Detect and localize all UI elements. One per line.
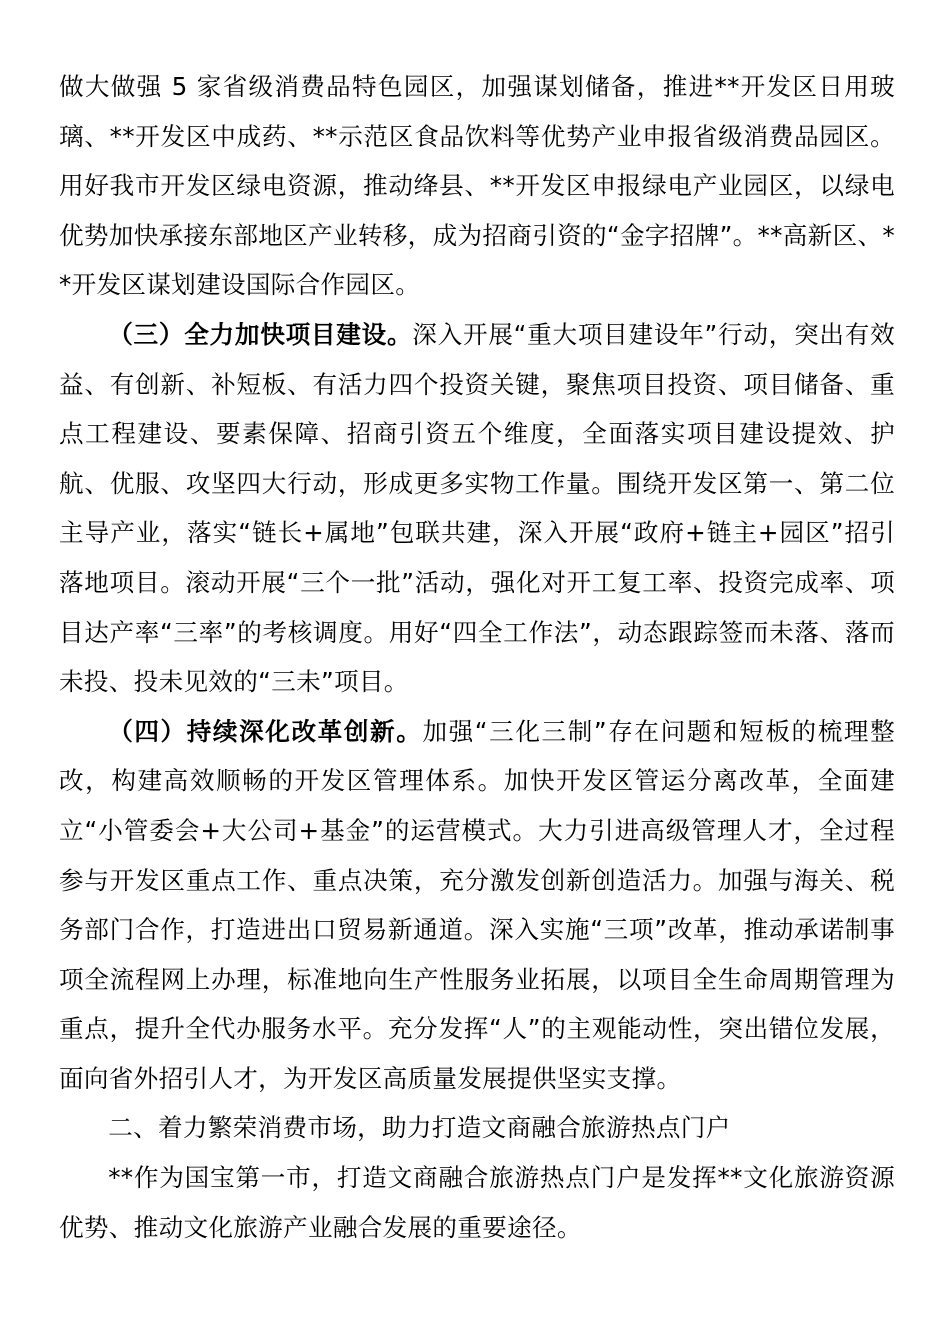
document-page: [59, 62, 895, 1252]
paragraph-text: 加强“三化三制”存在问题和短板的梳理整改，构建高效顺畅的开发区管理体系。加快开发区管运分离改革，全面建立“小管委会+大公司+基金”的运营模式。大力引进高级管理人才，全过程参与开发区重点工作、重点决策，充分激发创新创造活力。加强与海关、税务部门合作，打造进出口贸易新通道。深入实施“三项”改革，推动承诺制事项全流程网上办理，标准地向生产性服务业拓展，以项目全生命周期管理为重点，提升全代办服务水平。充分发挥“人”的主观能动性，突出错位发展，面向省外招引人才，为开发区高质量发展提供坚实支撑。: [59, 716, 895, 1093]
paragraph-park-development: [59, 62, 895, 310]
paragraph-text: 做大做强 5 家省级消费品特色园区，加强谋划储备，推进**开发区日用玻璃、**开发区中成药、**示范区食品饮料等优势产业申报省级消费品园区。用好我市开发区绿电资源，推动绛县、**开发区申报绿电产业园区，以绿电优势加快承接东部地区产业转移，成为招商引资的“金字招牌”。**高新区、**开发区谋划建设国际合作园区。: [59, 72, 895, 300]
paragraph-lead-heading: （四）持续深化改革创新。: [108, 716, 423, 746]
paragraph-reform-innovation: [59, 707, 895, 1104]
paragraph-text: **作为国宝第一市，打造文商融合旅游热点门户是发挥**文化旅游资源优势、推动文化旅游产业融合发展的重要途径。: [59, 1163, 895, 1242]
paragraph-closing: [59, 1153, 895, 1252]
paragraph-lead-heading: （三）全力加快项目建设。: [108, 319, 413, 349]
paragraph-project-construction: [59, 310, 895, 707]
section-heading: 二、着力繁荣消费市场，助力打造文商融合旅游热点门户: [108, 1113, 731, 1143]
paragraph-text: 深入开展“重大项目建设年”行动，突出有效益、有创新、补短板、有活力四个投资关键，聚焦项目投资、项目储备、重点工程建设、要素保障、招商引资五个维度，全面落实项目建设提效、护航、优服、攻坚四大行动，形成更多实物工作量。围绕开发区第一、第二位主导产业，落实“链长+属地”包联共建，深入开展“政府+链主+园区”招引落地项目。滚动开展“三个一批”活动，强化对开工复工率、投资完成率、项目达产率“三率”的考核调度。用好“四全工作法”，动态跟踪签而未落、落而未投、投未见效的“三未”项目。: [59, 319, 895, 697]
